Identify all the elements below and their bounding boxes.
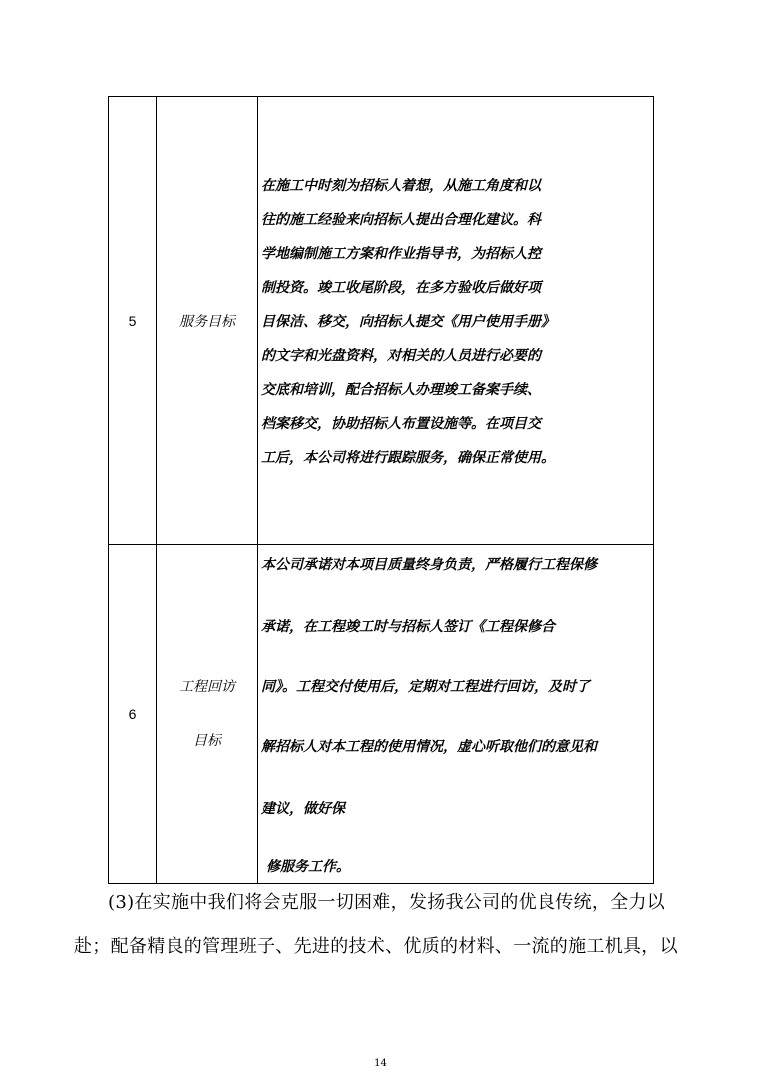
content-line: 修服务工作。 bbox=[266, 859, 350, 875]
row-content-cell bbox=[258, 545, 654, 884]
content-line: 在施工中时刻为招标人着想，从施工角度和以 bbox=[261, 178, 541, 194]
content-line: 工后，本公司将进行跟踪服务，确保正常使用。 bbox=[261, 450, 555, 466]
content-line: 制投资。竣工收尾阶段，在多方验收后做好项 bbox=[261, 280, 541, 296]
row-number-cell bbox=[109, 545, 157, 884]
table-row bbox=[109, 545, 654, 884]
body-paragraph-line: 赴；配备精良的管理班子、先进的技术、优质的材料、一流的施工机具，以 bbox=[74, 936, 678, 957]
row-content bbox=[258, 97, 653, 544]
row-content bbox=[258, 545, 653, 883]
service-goals-table bbox=[108, 96, 654, 884]
row-label: 目标 bbox=[193, 733, 221, 749]
content-line: 本公司承诺对本项目质量终身负责，严格履行工程保修 bbox=[261, 557, 597, 573]
content-line: 目保洁、移交，向招标人提交《用户使用手册》 bbox=[261, 314, 555, 330]
row-number-cell bbox=[109, 97, 157, 545]
row-label: 工程回访 bbox=[179, 679, 235, 695]
content-line: 档案移交，协助招标人布置设施等。在项目交 bbox=[261, 416, 541, 432]
row-content-cell bbox=[258, 97, 654, 545]
row-label-cell bbox=[157, 545, 258, 884]
row-label: 服务目标 bbox=[179, 313, 235, 330]
content-line: 往的施工经验来向招标人提出合理化建议。科 bbox=[261, 212, 541, 228]
content-line: 的文字和光盘资料，对相关的人员进行必要的 bbox=[261, 348, 541, 364]
content-line: 承诺，在工程竣工时与招标人签订《工程保修合 bbox=[261, 619, 555, 635]
row-number: 6 bbox=[128, 706, 137, 722]
body-paragraph-line: (3)在实施中我们将会克服一切困难，发扬我公司的优良传统，全力以 bbox=[108, 892, 666, 913]
content-line: 交底和培训，配合招标人办理竣工备案手续、 bbox=[261, 382, 541, 398]
row-label-cell bbox=[157, 97, 258, 545]
content-line: 学地编制施工方案和作业指导书，为招标人控 bbox=[261, 246, 541, 262]
row-number: 5 bbox=[128, 312, 137, 329]
content-line: 解招标人对本工程的使用情况，虚心听取他们的意见和 bbox=[261, 739, 597, 755]
table-row bbox=[109, 97, 654, 545]
page-number: 14 bbox=[374, 1058, 387, 1069]
content-line: 同》。工程交付使用后，定期对工程进行回访，及时了 bbox=[261, 679, 590, 695]
content-line: 建议，做好保 bbox=[261, 801, 345, 817]
